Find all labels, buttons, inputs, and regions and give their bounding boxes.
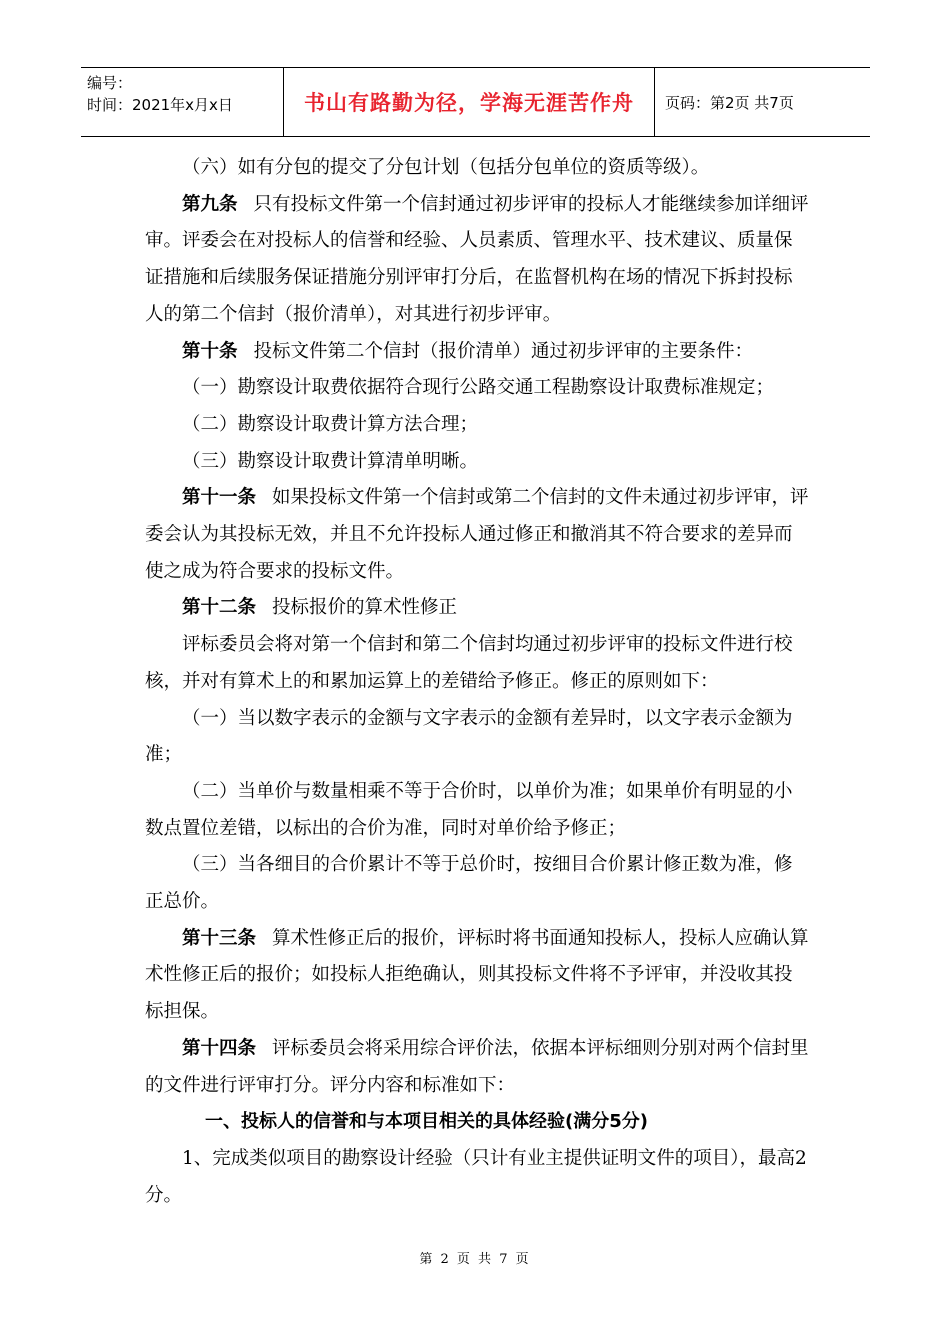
header-motto: 书山有路勤为径，学海无涯苦作舟 — [283, 68, 655, 136]
article-12 — [145, 590, 810, 627]
article-12-text: 投标报价的算术性修正 — [272, 597, 458, 619]
article-14-text: 评标委员会将采用综合评价法，依据本评标细则分别对两个信封里的文件进行评审打分。评分内容和标准如下： — [145, 1037, 809, 1096]
page-footer: 第 2 页 共 7 页 — [419, 1252, 531, 1267]
document-time-label: 时间：2021年x月x日 — [87, 96, 233, 114]
article-12-paragraph: 评标委员会将对第一个信封和第二个信封均通过初步评审的投标文件进行校核，并对有算术上的和累加运算上的差错给予修正。修正的原则如下： — [145, 634, 793, 692]
article-10-item-2: （二）勘察设计取费计算方法合理； — [182, 413, 479, 435]
article-10-label: 第十条 — [182, 340, 238, 362]
section-1-title: 一、投标人的信誉和与本项目相关的具体经验(满分5分) — [205, 1111, 648, 1133]
document-body — [145, 150, 810, 1214]
article-10-item-3: （三）勘察设计取费计算清单明晰。 — [182, 450, 479, 472]
article-9-label: 第九条 — [182, 193, 238, 215]
article-9-text: 只有投标文件第一个信封通过初步评审的投标人才能继续参加详细评审。评委会在对投标人的信誉和经验、人员素质、管理水平、技术建议、质量保证措施和后续服务保证措施分别评审打分后，在监督机构在场的情况下拆封投标人的第二个信封（报价清单），对其进行初步评审。 — [145, 193, 809, 325]
article-13 — [145, 921, 810, 1031]
article-10-text: 投标文件第二个信封（报价清单）通过初步评审的主要条件： — [253, 340, 754, 362]
header-meta — [81, 68, 283, 136]
article-14-label: 第十四条 — [182, 1037, 257, 1059]
article-12-item-2: （二）当单价与数量相乘不等于合价时，以单价为准；如果单价有明显的小数点置位差错，以标出的合价为准，同时对单价给予修正； — [145, 780, 793, 839]
article-10 — [145, 334, 810, 371]
article-9 — [145, 187, 810, 334]
document-header — [81, 67, 870, 137]
article-11-text: 如果投标文件第一个信封或第二个信封的文件未通过初步评审，评委会认为其投标无效，并且不允许投标人通过修正和撤消其不符合要求的差异而使之成为符合要求的投标文件。 — [145, 487, 809, 582]
article-13-text: 算术性修正后的报价，评标时将书面通知投标人，投标人应确认算术性修正后的报价；如投标人拒绝确认，则其投标文件将不予评审，并没收其投标担保。 — [145, 927, 809, 1023]
section-1-item-1: 1、完成类似项目的勘察设计经验（只计有业主提供证明文件的项目），最高2分。 — [145, 1147, 807, 1206]
article-14 — [145, 1031, 810, 1104]
article-12-item-1: （一）当以数字表示的金额与文字表示的金额有差异时，以文字表示金额为准； — [145, 707, 793, 766]
article-12-label: 第十二条 — [182, 597, 257, 619]
article-10-item-1: （一）勘察设计取费依据符合现行公路交通工程勘察设计取费标准规定； — [182, 377, 775, 399]
article-13-label: 第十三条 — [182, 927, 257, 949]
article-11-label: 第十一条 — [182, 487, 257, 509]
article-11 — [145, 480, 810, 590]
header-page-number: 页码：第2页 共7页 — [665, 93, 794, 112]
paragraph-item-six: （六）如有分包的提交了分包计划（包括分包单位的资质等级）。 — [182, 157, 710, 178]
document-number-label: 编号： — [87, 74, 133, 92]
article-12-item-3: （三）当各细目的合价累计不等于总价时，按细目合价累计修正数为准，修正总价。 — [145, 854, 793, 913]
